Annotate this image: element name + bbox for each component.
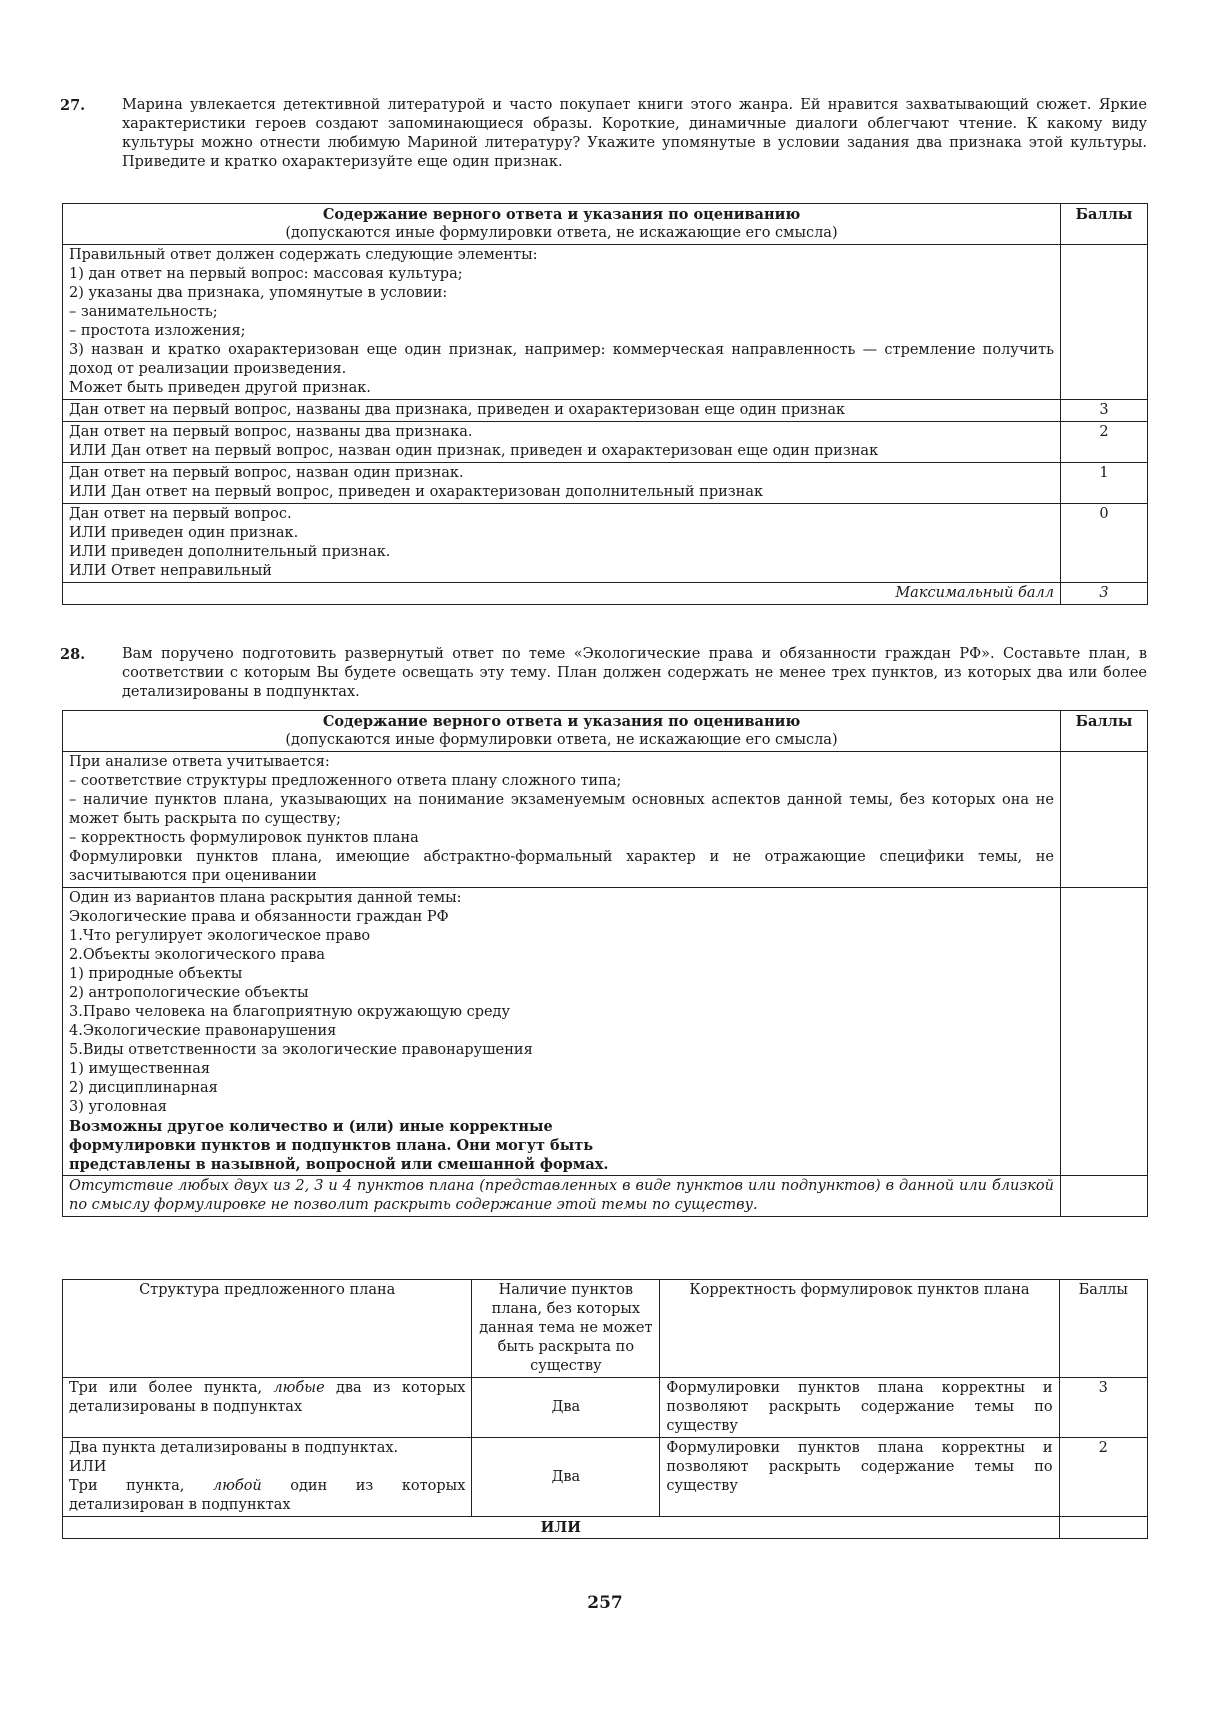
score-header: Баллы <box>1061 204 1148 245</box>
q27-answer-table <box>62 203 1148 605</box>
criteria-row: Дан ответ на первый вопрос, названы два признака, приведен и охарактеризован еще один признак 3 <box>63 400 1148 422</box>
col-structure: Структура предложенного плана <box>63 1280 472 1378</box>
analysis-criteria: При анализе ответа учитывается: – соответствие структуры предложенного ответа плану сложного типа; – наличие пунктов плана, указывающих на понимание экзаменуемым основных аспектов данной темы, без которых она не может быть раскрыта по существу; – корректность формулировок пунктов плана Формулировки пунктов плана, имеющие абстрактно-формальный характер и не отражающие специфики темы, не засчитываются при оценивании <box>63 752 1061 888</box>
criteria-row: Дан ответ на первый вопрос. ИЛИ приведен один признак. ИЛИ приведен дополнительный признак. ИЛИ Ответ неправильный 0 <box>63 504 1148 583</box>
answer-elements: Правильный ответ должен содержать следующие элементы: 1) дан ответ на первый вопрос: массовая культура; 2) указаны два признака, упомянутые в условии: – занимательность; – простота изложения; 3) назван и кратко охарактеризован еще один признак, например: коммерческая направленность — стремление получить доход от реализации произведения. Может быть приведен другой признак. <box>63 245 1061 400</box>
col-presence: Наличие пунктов плана, без которых данная тема не может быть раскрыта по существу <box>472 1280 660 1378</box>
score-header: Баллы <box>1061 711 1148 752</box>
q28-answer-table <box>62 710 1148 1217</box>
scoring-table <box>62 1279 1148 1539</box>
question-text: Марина увлекается детективной литературой и часто покупает книги этого жанра. Ей нравится захватывающий сюжет. Яркие характеристики героев создают запоминающиеся образы. Короткие, динамичные диалоги облегчают чтение. К какому виду культуры можно отнести любимую Мариной литературу? Укажите упомянутые в условии задания два признака этой культуры. Приведите и кратко охарактеризуйте еще один признак. <box>122 97 1147 170</box>
table-header: Содержание верного ответа и указания по оцениванию (допускаются иные формулировки ответа, не искажающие его смысла) <box>63 204 1061 245</box>
max-score-value: 3 <box>1061 583 1148 605</box>
col-correctness: Корректность формулировок пунктов плана <box>660 1280 1059 1378</box>
max-score-row <box>63 583 1148 605</box>
criteria-row: Дан ответ на первый вопрос, названы два признака. ИЛИ Дан ответ на первый вопрос, назван один признак, приведен и охарактеризован еще один признак 2 <box>63 422 1148 463</box>
col-score: Баллы <box>1059 1280 1147 1378</box>
question-number: 27. <box>60 97 86 114</box>
question-number: 28. <box>60 646 86 663</box>
absence-note: Отсутствие любых двух из 2, 3 и 4 пунктов плана (представленных в виде пунктов или подпунктов) в данной или близкой по смыслу формулировке не позволит раскрыть содержание этой темы по существу. <box>63 1176 1061 1217</box>
page-number: 257 <box>587 1593 623 1613</box>
criteria-row: Дан ответ на первый вопрос, назван один признак. ИЛИ Дан ответ на первый вопрос, приведен и охарактеризован дополнительный признак 1 <box>63 463 1148 504</box>
max-score-label: Максимальный балл <box>63 583 1061 605</box>
table-header: Содержание верного ответа и указания по оцениванию (допускаются иные формулировки ответа, не искажающие его смысла) <box>63 711 1061 752</box>
scoring-row: Два пункта детализированы в подпунктах. ИЛИ Три пункта, любой один из которых детализирован в подпунктах Два Формулировки пунктов плана корректны и позволяют раскрыть содержание темы по существу 2 <box>63 1438 1148 1517</box>
sample-plan: Один из вариантов плана раскрытия данной темы: Экологические права и обязанности граждан РФ 1.Что регулирует экологическое право 2.Объекты экологического права 1) природные объекты 2) антропологические объекты 3.Право человека на благоприятную окружающую среду 4.Экологические правонарушения 5.Виды ответственности за экологические правонарушения 1) имущественная 2) дисциплинарная 3) уголовная Возможны другое количество и (или) иные корректные формулировки пунктов и подпунктов плана. Они могут быть представлены в назывной, вопросной или смешанной формах. <box>63 888 1061 1176</box>
or-row: ИЛИ <box>63 1517 1060 1539</box>
question-text: Вам поручено подготовить развернутый ответ по теме «Экологические права и обязанности граждан РФ». Составьте план, в соответствии с которым Вы будете освещать эту тему. План должен содержать не менее трех пунктов, из которых два или более детализированы в подпунктах. <box>122 646 1147 700</box>
scoring-row: Три или более пункта, любые два из которых детализированы в подпунктах Два Формулировки пунктов плана корректны и позволяют раскрыть содержание темы по существу 3 <box>63 1378 1148 1438</box>
